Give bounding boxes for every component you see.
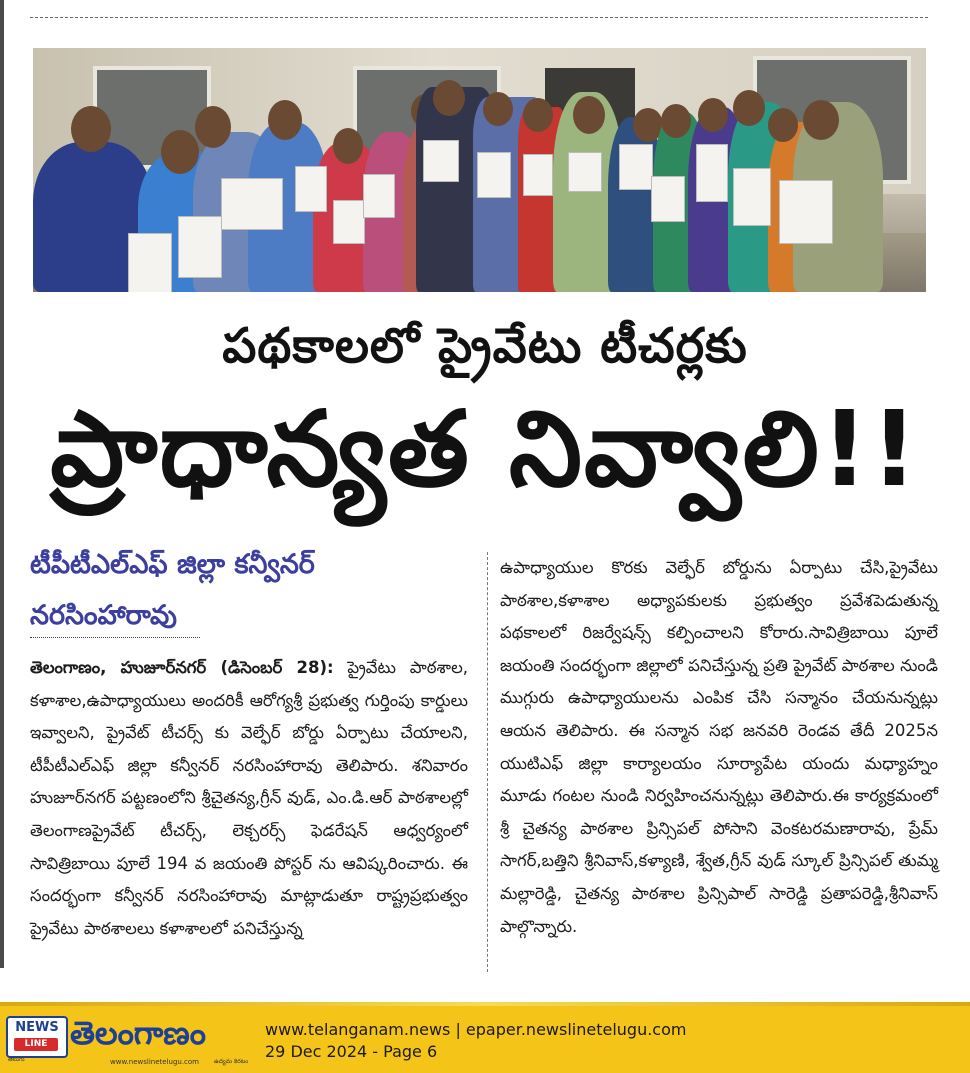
poster-14 [733,168,771,226]
person-13-head [661,104,691,138]
poster-11 [619,144,653,190]
column-divider [487,552,488,972]
article-body-left-text: ప్రైవేటు పాఠశాల, కళాశాల,ఉపాధ్యాయులు అందరికీ ఆరోగ్యశ్రీ ప్రభుత్వ గుర్తింపు కార్డులు ఇవ్వాలని, ప్రైవేట్ టీచర్స్ కు వెల్ఫేర్ బోర్డు ఏర్పాటు చేయాలని, టీపీటీఎల్ఎఫ్ జిల్లా కన్వీనర్ నరసింహారావు తెలిపారు. శనివారం హుజూర్‌నగర్ పట్టణంలోని శ్రీచైతన్య,గ్రీన్ వుడ్, ఎం.డి.ఆర్ పాఠశాలల్లో తెలంగాణప్రైవేట్ టీచర్స్, లెక్చరర్స్ ఫెడరేషన్ ఆధ్వర్యంలో సావిత్రిబాయి పూలే 194 వ జయంతి పోస్టర్ ను ఆవిష్కరించారు. ఈ సందర్భంగా కన్వీనర్ నరసింహారావు మాట్లాడుతూ రాష్ట్రప్రభుత్వం ప్రైవేటు పాఠశాలలు కళాశాలలో పనిచేస్తున్న [30,658,469,938]
person-15-head [733,90,765,126]
footer-top-strip [0,1002,970,1006]
logo-caption: తెలుగు [8,1056,25,1063]
article-photo [33,48,926,292]
poster-10 [568,152,602,192]
person-14-head [698,98,728,132]
poster-5 [333,200,365,244]
poster-4 [295,166,327,212]
poster-1 [128,233,172,292]
poster-7 [423,140,459,182]
brand-name: తెలంగాణం [70,1014,206,1052]
person-4-head [268,100,302,140]
person-17-head [803,100,839,140]
person-3-head [195,106,231,148]
person-10-head [523,98,553,132]
poster-15 [779,180,833,244]
person-8-head [433,80,465,116]
logo-line-text: LINE [14,1038,58,1051]
poster-13 [696,144,728,202]
subhead-dotted-underline [30,637,200,638]
logo-news-text: NEWS [15,1020,59,1035]
footer-edition-date: 29 Dec 2024 - Page 6 [265,1042,438,1061]
footer-bar [0,1002,970,1073]
footer-site-links[interactable]: www.telanganam.news | epaper.newslinetelugu.com [265,1020,687,1039]
subhead-line-1: టీపీటీఎల్ఎఫ్ జిల్లా కన్వీనర్ [30,549,315,580]
person-1-head [71,106,111,152]
article-body-right-column: ఉపాధ్యాయుల కొరకు వెల్ఫేర్ బోర్డును ఏర్పాటు చేసి,ప్రైవేటు పాఠశాల,కళాశాల అధ్యాపకులకు ప్రభుత్వం ప్రవేశపెడుతున్న పథకాలలో రిజర్వేషన్స్ కల్పించాలని కోరారు.సావిత్రిబాయి పూలే జయంతి సందర్భంగా జిల్లాలో పనిచేస్తున్న ప్రతి ప్రైవేట్ పాఠశాల నుండి ముగ్గురు ఉపాధ్యాయులను ఎంపిక చేసి సన్మానం చేయనున్నట్లు ఆయన తెలిపారు. ఈ సన్మాన సభ జనవరి రెండవ తేదీ 2025న యుటిఎఫ్ జిల్లా కార్యాలయం సూర్యాపేట యందు మధ్యాహ్నం మూడు గంటల నుండి నిర్వహించనున్నట్లు తెలిపారు.ఈ కార్యక్రమంలో శ్రీ చైతన్య పాఠశాల ప్రిన్సిపల్ పోసాని వెంకటరమణారావు, ప్రేమ్ సాగర్,బత్తిని శ్రీనివాస్,కళ్యాణి, శ్వేత,గ్రీన్ వుడ్ స్కూల్ ప్రిన్సిపల్ తుమ్మ మల్లారెడ్డి, చైతన్య పాఠశాల ప్రిన్సిపాల్ సారెడ్డి ప్రతాపరెడ్డి,శ్రీనివాస్ పాల్గొన్నారు. [500,558,938,936]
headline-line-2: ప్రాధాన్యత నివ్వాలి!! [50,388,920,510]
article-body-left-column [30,652,468,945]
person-5-head [333,128,363,164]
person-11-head [573,96,605,134]
poster-6 [363,174,395,218]
person-16-head [768,108,798,142]
person-2-head [161,130,199,174]
poster-9 [523,154,553,196]
poster-3 [221,178,283,230]
article-dateline: తెలంగాణం, హుజూర్‌నగర్ (డిసెంబర్ 28): [30,658,334,677]
poster-8 [477,152,511,198]
poster-12 [651,176,685,222]
subhead-line-2: నరసింహారావు [30,600,177,631]
top-dashed-rule [30,17,928,18]
brand-url[interactable]: www.newslinetelugu.com [110,1058,199,1066]
newsline-logo[interactable] [6,1016,68,1058]
poster-2 [178,216,222,278]
headline-line-1: పథకాలలో ప్రైవేటు టీచర్లకు [222,318,748,374]
person-9-head [483,92,513,126]
brand-tagline: ఉద్యమ కెరటం [214,1058,249,1065]
